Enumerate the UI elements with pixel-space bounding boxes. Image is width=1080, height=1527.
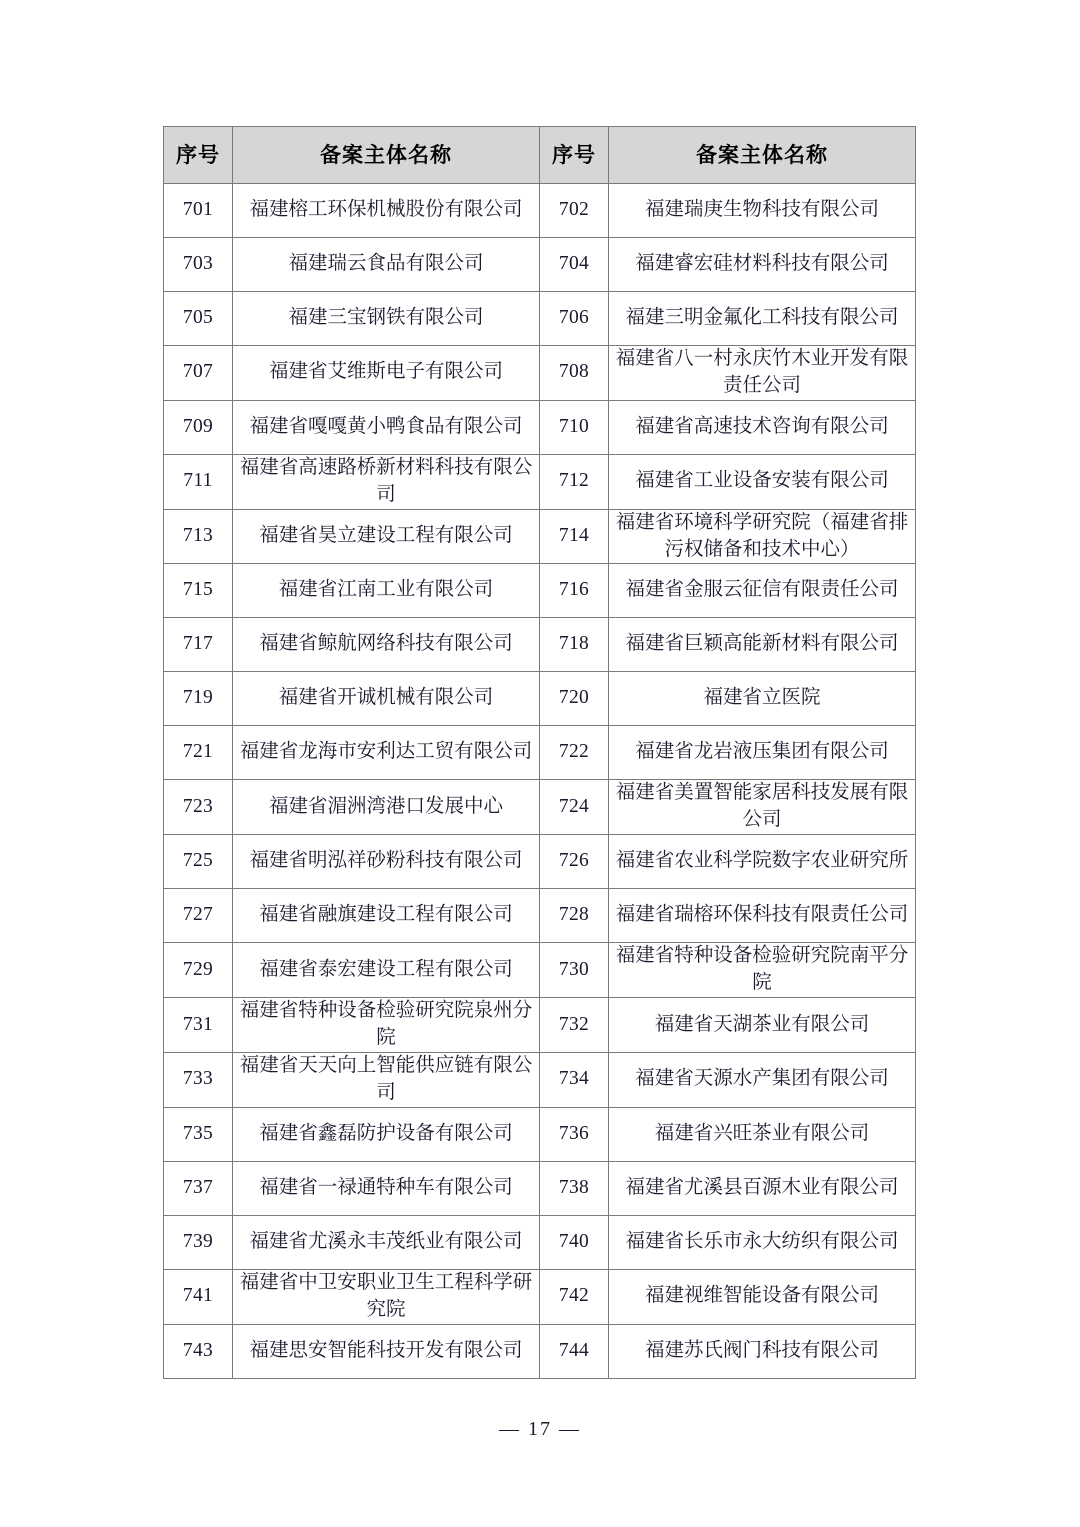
cell-entity-name: 福建省特种设备检验研究院泉州分院 [233,998,540,1053]
table-body [164,184,916,1379]
table-row [164,509,916,564]
table-row [164,1107,916,1161]
cell-entity-name: 福建瑞庚生物科技有限公司 [609,184,916,238]
cell-entity-name: 福建省八一村永庆竹木业开发有限责任公司 [609,346,916,401]
cell-sequence-number: 712 [540,454,609,509]
cell-sequence-number: 702 [540,184,609,238]
table-row [164,238,916,292]
cell-sequence-number: 734 [540,1052,609,1107]
cell-entity-name: 福建省艾维斯电子有限公司 [233,346,540,401]
cell-entity-name: 福建省天湖茶业有限公司 [609,998,916,1053]
table-row [164,889,916,943]
cell-entity-name: 福建省嘎嘎黄小鸭食品有限公司 [233,400,540,454]
cell-entity-name: 福建省龙海市安利达工贸有限公司 [233,726,540,780]
cell-entity-name: 福建榕工环保机械股份有限公司 [233,184,540,238]
cell-entity-name: 福建省农业科学院数字农业研究所 [609,835,916,889]
table-row [164,1324,916,1378]
cell-sequence-number: 730 [540,943,609,998]
cell-sequence-number: 721 [164,726,233,780]
table-row [164,1161,916,1215]
cell-sequence-number: 718 [540,618,609,672]
cell-sequence-number: 703 [164,238,233,292]
table-row [164,184,916,238]
cell-entity-name: 福建省特种设备检验研究院南平分院 [609,943,916,998]
cell-entity-name: 福建三宝钢铁有限公司 [233,292,540,346]
cell-sequence-number: 715 [164,564,233,618]
cell-entity-name: 福建省一禄通特种车有限公司 [233,1161,540,1215]
cell-sequence-number: 710 [540,400,609,454]
cell-entity-name: 福建省湄洲湾港口发展中心 [233,780,540,835]
cell-entity-name: 福建省金服云征信有限责任公司 [609,564,916,618]
cell-entity-name: 福建省环境科学研究院（福建省排污权储备和技术中心） [609,509,916,564]
cell-sequence-number: 724 [540,780,609,835]
table-row [164,780,916,835]
cell-sequence-number: 707 [164,346,233,401]
cell-entity-name: 福建省天源水产集团有限公司 [609,1052,916,1107]
cell-entity-name: 福建省明泓祥砂粉科技有限公司 [233,835,540,889]
cell-entity-name: 福建瑞云食品有限公司 [233,238,540,292]
cell-sequence-number: 736 [540,1107,609,1161]
cell-sequence-number: 740 [540,1215,609,1269]
table-row [164,672,916,726]
table-row [164,835,916,889]
cell-sequence-number: 720 [540,672,609,726]
table-row [164,346,916,401]
cell-entity-name: 福建省泰宏建设工程有限公司 [233,943,540,998]
table-row [164,292,916,346]
cell-entity-name: 福建省开诚机械有限公司 [233,672,540,726]
cell-sequence-number: 725 [164,835,233,889]
cell-entity-name: 福建省江南工业有限公司 [233,564,540,618]
cell-sequence-number: 706 [540,292,609,346]
cell-entity-name: 福建省高速技术咨询有限公司 [609,400,916,454]
registration-table [163,126,916,1379]
table-row [164,564,916,618]
cell-sequence-number: 743 [164,1324,233,1378]
cell-sequence-number: 723 [164,780,233,835]
cell-sequence-number: 704 [540,238,609,292]
cell-sequence-number: 726 [540,835,609,889]
cell-sequence-number: 728 [540,889,609,943]
table-row [164,1215,916,1269]
table-row [164,1269,916,1324]
table-row [164,1052,916,1107]
cell-sequence-number: 711 [164,454,233,509]
table-row [164,943,916,998]
cell-entity-name: 福建苏氏阀门科技有限公司 [609,1324,916,1378]
cell-entity-name: 福建省巨颖高能新材料有限公司 [609,618,916,672]
cell-sequence-number: 714 [540,509,609,564]
cell-entity-name: 福建省美置智能家居科技发展有限公司 [609,780,916,835]
column-header-entity-name-right: 备案主体名称 [609,127,916,184]
table-row [164,726,916,780]
cell-sequence-number: 735 [164,1107,233,1161]
cell-entity-name: 福建省尤溪永丰茂纸业有限公司 [233,1215,540,1269]
page-number-footer: — 17 — [499,1418,581,1440]
cell-sequence-number: 722 [540,726,609,780]
cell-entity-name: 福建省尤溪县百源木业有限公司 [609,1161,916,1215]
table-row [164,454,916,509]
cell-entity-name: 福建省瑞榕环保科技有限责任公司 [609,889,916,943]
cell-sequence-number: 701 [164,184,233,238]
cell-entity-name: 福建省鑫磊防护设备有限公司 [233,1107,540,1161]
cell-entity-name: 福建省融旗建设工程有限公司 [233,889,540,943]
column-header-seq-right: 序号 [540,127,609,184]
cell-entity-name: 福建省昊立建设工程有限公司 [233,509,540,564]
cell-sequence-number: 717 [164,618,233,672]
cell-entity-name: 福建省长乐市永大纺织有限公司 [609,1215,916,1269]
cell-sequence-number: 727 [164,889,233,943]
cell-sequence-number: 716 [540,564,609,618]
cell-sequence-number: 705 [164,292,233,346]
cell-entity-name: 福建省龙岩液压集团有限公司 [609,726,916,780]
cell-sequence-number: 708 [540,346,609,401]
registration-table-container [163,126,915,1379]
cell-entity-name: 福建睿宏硅材料科技有限公司 [609,238,916,292]
table-row [164,998,916,1053]
table-row [164,400,916,454]
column-header-seq-left: 序号 [164,127,233,184]
cell-sequence-number: 729 [164,943,233,998]
cell-sequence-number: 739 [164,1215,233,1269]
cell-entity-name: 福建思安智能科技开发有限公司 [233,1324,540,1378]
cell-sequence-number: 732 [540,998,609,1053]
cell-entity-name: 福建省鲸航网络科技有限公司 [233,618,540,672]
cell-sequence-number: 741 [164,1269,233,1324]
cell-sequence-number: 742 [540,1269,609,1324]
column-header-entity-name-left: 备案主体名称 [233,127,540,184]
cell-sequence-number: 731 [164,998,233,1053]
cell-sequence-number: 737 [164,1161,233,1215]
table-header [164,127,916,184]
cell-entity-name: 福建省工业设备安装有限公司 [609,454,916,509]
cell-sequence-number: 719 [164,672,233,726]
cell-sequence-number: 713 [164,509,233,564]
cell-sequence-number: 733 [164,1052,233,1107]
cell-entity-name: 福建三明金氟化工科技有限公司 [609,292,916,346]
cell-entity-name: 福建省兴旺茶业有限公司 [609,1107,916,1161]
cell-entity-name: 福建省中卫安职业卫生工程科学研究院 [233,1269,540,1324]
cell-entity-name: 福建视维智能设备有限公司 [609,1269,916,1324]
cell-sequence-number: 709 [164,400,233,454]
cell-entity-name: 福建省高速路桥新材料科技有限公司 [233,454,540,509]
cell-sequence-number: 744 [540,1324,609,1378]
cell-entity-name: 福建省立医院 [609,672,916,726]
cell-sequence-number: 738 [540,1161,609,1215]
table-row [164,618,916,672]
cell-entity-name: 福建省天天向上智能供应链有限公司 [233,1052,540,1107]
table-header-row [164,127,916,184]
